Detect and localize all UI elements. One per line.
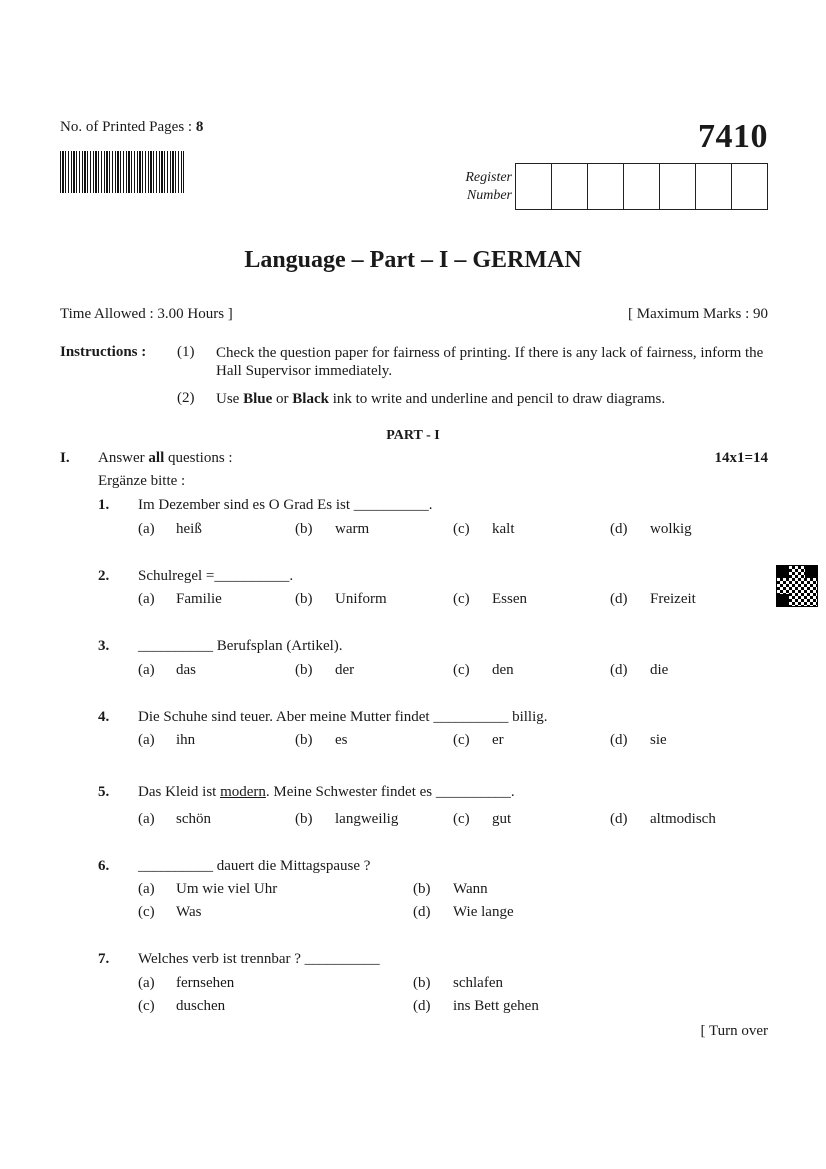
option-label: (a) [138,732,155,748]
question-text: Welches verb ist trennbar ? __________ [138,951,380,967]
option-text[interactable]: warm [335,521,370,537]
printed-pages-count: 8 [195,119,204,135]
option-label: (c) [453,662,470,678]
option-label: (c) [453,732,470,748]
option-label: (c) [138,998,155,1014]
option-text[interactable]: kalt [492,521,515,537]
time-allowed: Time Allowed : 3.00 Hours ] [60,306,233,322]
paper-code: 7410 [698,118,768,155]
option-label: (a) [138,521,155,537]
option-text[interactable]: Wie lange [453,904,514,920]
option-label: (a) [138,662,155,678]
register-label: Register Number [465,170,512,203]
turn-over: [ Turn over [700,1023,768,1039]
option-text[interactable]: es [335,732,348,748]
option-label: (a) [138,975,155,991]
register-cell[interactable] [732,164,767,209]
option-text[interactable]: gut [492,811,512,827]
register-number-boxes[interactable] [515,163,768,210]
question-number: 2. [98,568,110,584]
option-label: (c) [453,521,470,537]
register-cell[interactable] [588,164,624,209]
option-label: (d) [610,662,628,678]
question-number: 4. [98,709,110,725]
barcode [60,151,184,193]
option-label: (b) [413,975,431,991]
register-cell[interactable] [660,164,696,209]
question-number: 5. [98,784,110,800]
option-label: (d) [610,811,628,827]
qr-code [776,565,818,607]
option-text[interactable]: schlafen [453,975,503,991]
option-label: (b) [295,811,313,827]
option-text[interactable]: Uniform [335,591,387,607]
question-text: __________ dauert die Mittagspause ? [138,858,371,874]
option-label: (c) [138,904,155,920]
register-cell[interactable] [624,164,660,209]
option-text[interactable]: Familie [176,591,222,607]
instruction-number: (2) [177,390,195,406]
question-text: Das Kleid ist modern. Meine Schwester findet es __________. [138,784,515,800]
option-text[interactable]: Essen [492,591,527,607]
option-text[interactable]: ins Bett gehen [453,998,539,1014]
option-text[interactable]: schön [176,811,211,827]
option-label: (d) [610,732,628,748]
option-label: (b) [295,591,313,607]
register-cell[interactable] [696,164,732,209]
option-label: (d) [413,904,431,920]
option-text[interactable]: er [492,732,504,748]
instruction-text: Check the question paper for fairness of printing. If there is any lack of fairness, inform the Hall Supervisor immediately. [216,345,764,379]
part-heading: PART - I [386,428,440,443]
option-label: (c) [453,591,470,607]
register-cell[interactable] [516,164,552,209]
option-label: (d) [413,998,431,1014]
option-label: (b) [413,881,431,897]
option-label: (b) [295,662,313,678]
question-text: Schulregel =__________. [138,568,294,584]
question-text: __________ Berufsplan (Artikel). [138,638,343,654]
maximum-marks: [ Maximum Marks : 90 [628,306,768,322]
instructions-label: Instructions : [60,344,147,360]
printed-pages: No. of Printed Pages : 8 [60,119,204,135]
option-text[interactable]: fernsehen [176,975,235,991]
option-text[interactable]: Wann [453,881,488,897]
option-text[interactable]: das [176,662,196,678]
question-number: 3. [98,638,110,654]
option-text[interactable]: langweilig [335,811,399,827]
option-label: (a) [138,811,155,827]
option-text[interactable]: der [335,662,355,678]
option-label: (b) [295,521,313,537]
section-number: I. [60,450,70,466]
question-text: Die Schuhe sind teuer. Aber meine Mutter findet __________ billig. [138,709,548,725]
question-number: 1. [98,497,110,513]
option-text[interactable]: heiß [176,521,202,537]
option-label: (d) [610,591,628,607]
question-text: Im Dezember sind es O Grad Es ist __________. [138,497,433,513]
option-text[interactable]: Was [176,904,202,920]
instruction-number: (1) [177,344,195,360]
option-text[interactable]: die [650,662,669,678]
option-text[interactable]: altmodisch [650,811,716,827]
option-text[interactable]: den [492,662,514,678]
option-text[interactable]: ihn [176,732,196,748]
option-label: (b) [295,732,313,748]
option-text[interactable]: sie [650,732,667,748]
option-text[interactable]: Freizeit [650,591,696,607]
option-label: (d) [610,521,628,537]
option-text[interactable]: Um wie viel Uhr [176,881,278,897]
page-title: Language – Part – I – GERMAN [244,247,582,273]
register-cell[interactable] [552,164,588,209]
option-label: (c) [453,811,470,827]
question-number: 7. [98,951,110,967]
section-instruction: Answer all questions : [98,450,233,466]
section-marks: 14x1=14 [714,450,768,466]
question-number: 6. [98,858,110,874]
section-subtitle: Ergänze bitte : [98,473,186,489]
option-label: (a) [138,881,155,897]
instruction-text: Use Blue or Black ink to write and underline and pencil to draw diagrams. [216,391,666,407]
option-text[interactable]: duschen [176,998,226,1014]
option-text[interactable]: wolkig [650,521,692,537]
option-label: (a) [138,591,155,607]
